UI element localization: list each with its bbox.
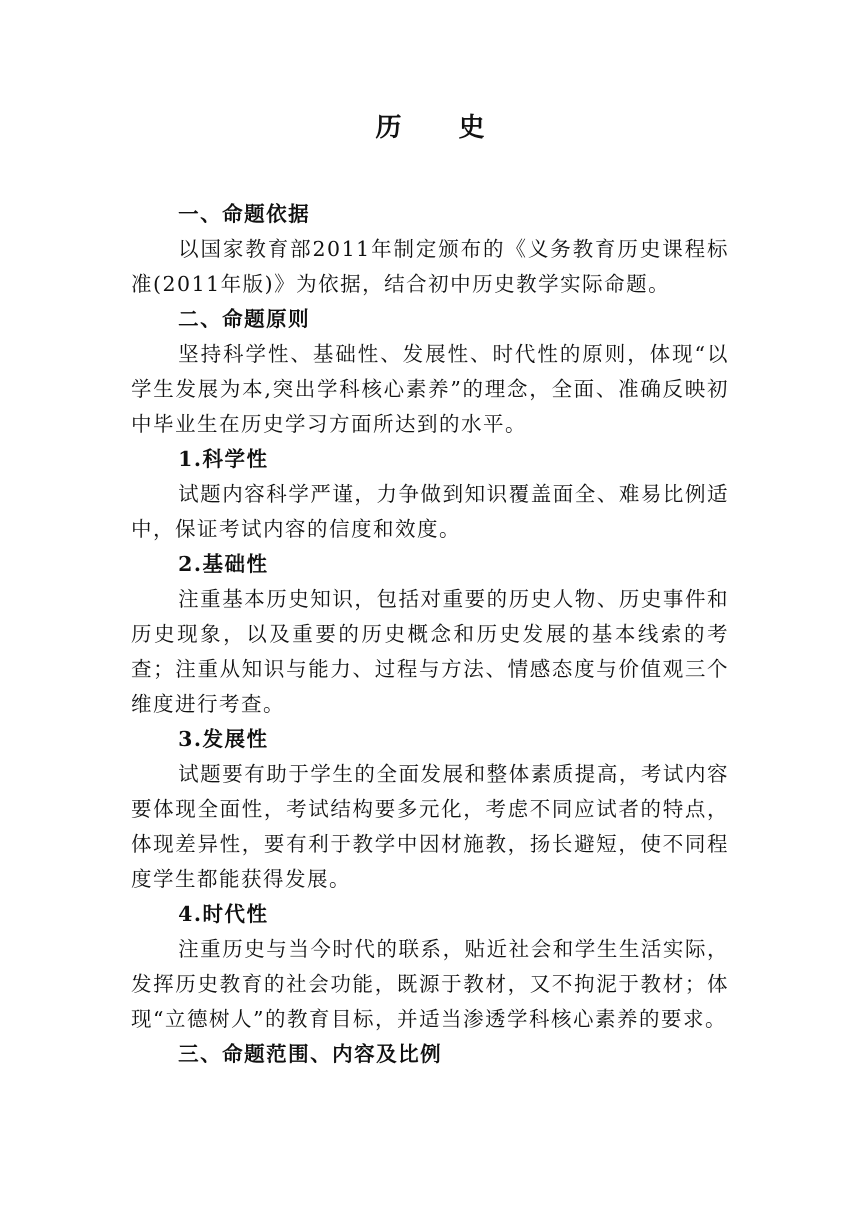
paragraph-developmental: 试题要有助于学生的全面发展和整体素质提高，考试内容要体现全面性，考试结构要多元化，考虑不同应试者的特点，体现差异性，要有利于教学中因材施教，扬长避短，使不同程度学生都能获得发展。: [131, 762, 729, 891]
paragraph-scientific: 试题内容科学严谨，力争做到知识覆盖面全、难易比例适中，保证考试内容的信度和效度。: [131, 482, 729, 541]
paragraph-fundamental: 注重基本历史知识，包括对重要的历史人物、历史事件和历史现象，以及重要的历史概念和历史发展的基本线索的考查；注重从知识与能力、过程与方法、情感态度与价值观三个维度进行考查。: [131, 587, 729, 716]
section-heading-scope: 三、命题范围、内容及比例: [178, 1042, 443, 1066]
subheading-developmental: 3.发展性: [178, 727, 269, 751]
paragraph-contemporary: 注重历史与当今时代的联系，贴近社会和学生生活实际，发挥历史教育的社会功能，既源于教材，又不拘泥于教材；体现“立德树人”的教育目标，并适当渗透学科核心素养的要求。: [131, 937, 729, 1031]
document-title: 历 史: [375, 113, 509, 143]
section-heading-basis: 一、命题依据: [178, 202, 311, 226]
subheading-contemporary: 4.时代性: [178, 902, 269, 926]
paragraph-principles: 坚持科学性、基础性、发展性、时代性的原则，体现“以学生发展为本,突出学科核心素养”的理念，全面、准确反映初中毕业生在历史学习方面所达到的水平。: [131, 342, 729, 436]
subheading-fundamental: 2.基础性: [178, 552, 269, 576]
section-heading-principles: 二、命题原则: [178, 307, 311, 331]
document-body: [131, 197, 729, 1072]
subheading-scientific: 1.科学性: [178, 447, 269, 471]
paragraph-basis: 以国家教育部2011年制定颁布的《义务教育历史课程标准(2011年版)》为依据，结合初中历史教学实际命题。: [131, 237, 729, 296]
